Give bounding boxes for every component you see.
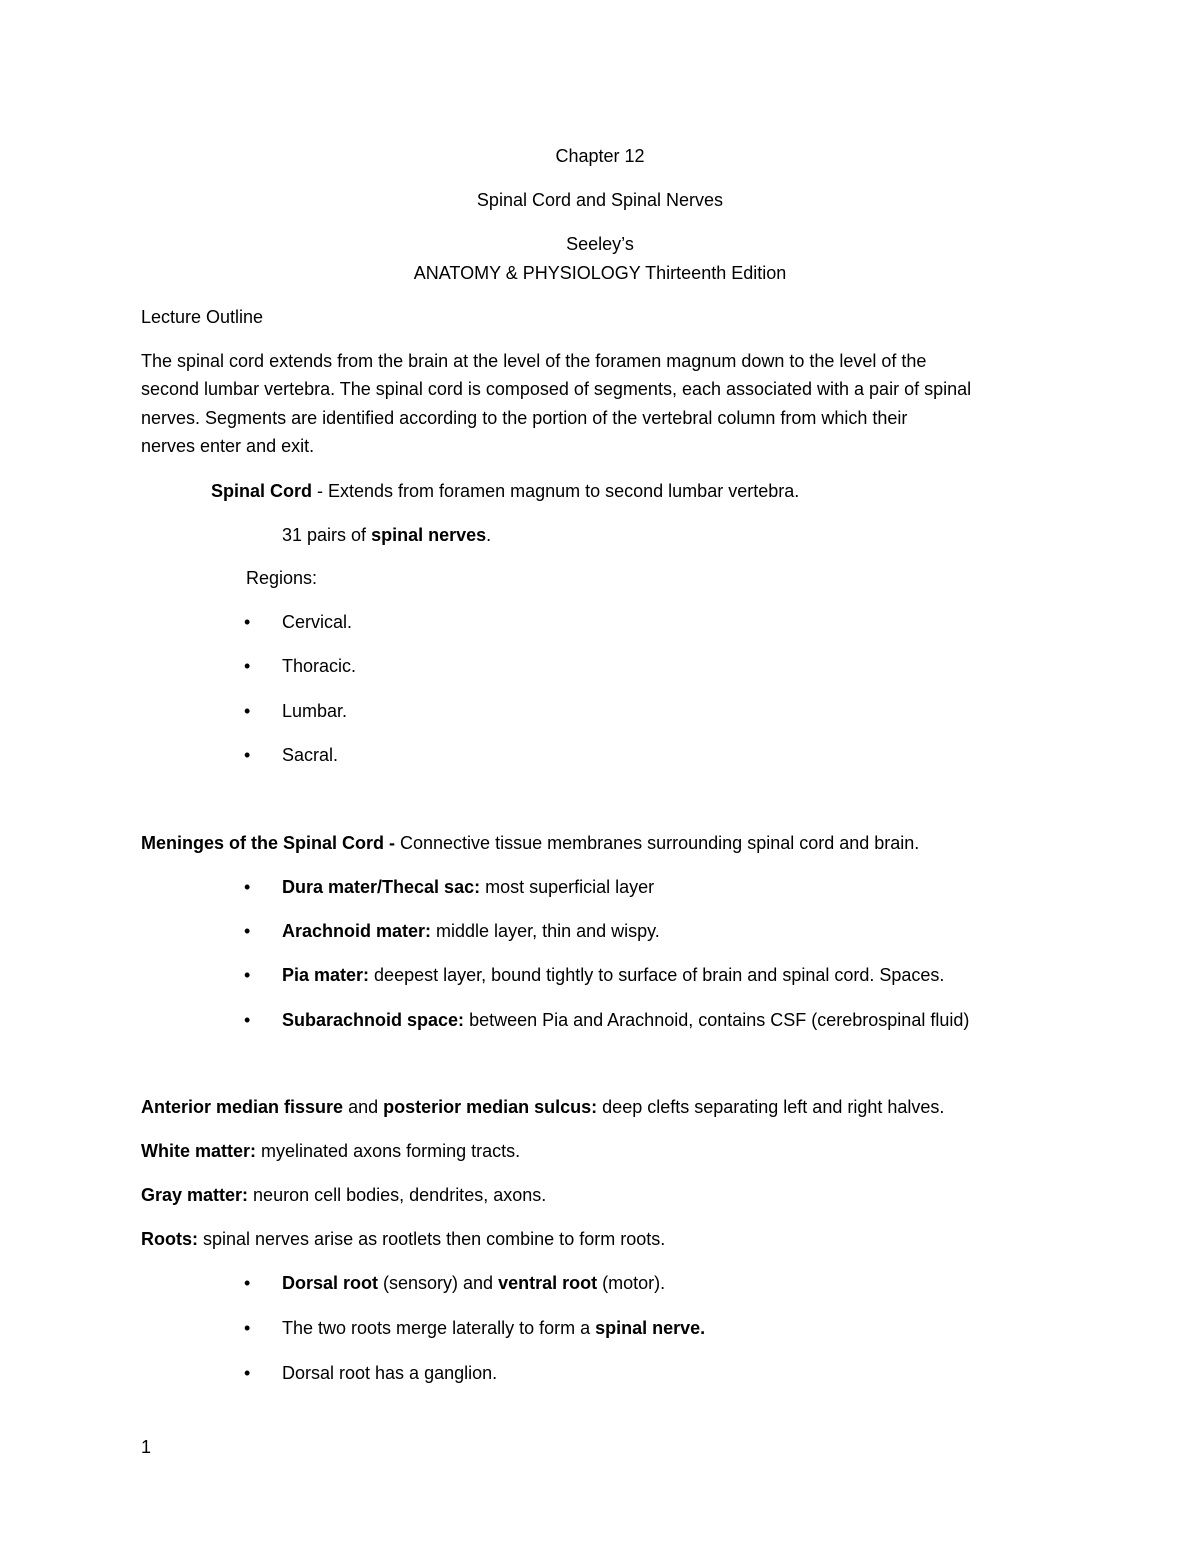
bullet-icon: • bbox=[244, 921, 251, 941]
region-item: Sacral. bbox=[282, 745, 339, 765]
fissure-desc: deep clefts separating left and right halves. bbox=[597, 1097, 945, 1117]
bullet-icon: • bbox=[244, 1010, 251, 1030]
pairs-term: spinal nerves bbox=[371, 525, 487, 545]
roots-item bbox=[282, 1317, 705, 1339]
meninges-item bbox=[282, 964, 944, 986]
roots-item bbox=[282, 1272, 665, 1294]
dorsal-root-term: Dorsal root bbox=[282, 1273, 379, 1293]
meninges-item-desc: between Pia and Arachnoid, contains CSF (cerebrospinal fluid) bbox=[464, 1010, 970, 1030]
meninges-item-desc: most superficial layer bbox=[480, 877, 655, 897]
meninges-item bbox=[282, 1009, 969, 1031]
spinal-nerve-term: spinal nerve bbox=[595, 1318, 701, 1338]
intro-line: nerves. Segments are identified according to the portion of the vertebral column from which their bbox=[141, 407, 908, 428]
spinal-cord-term: Spinal Cord bbox=[211, 481, 313, 501]
roots-desc: spinal nerves arise as rootlets then combine to form roots. bbox=[198, 1229, 666, 1249]
region-item: Lumbar. bbox=[282, 701, 348, 721]
intro-paragraph bbox=[141, 347, 1061, 460]
roots-item-mid: (sensory) and bbox=[378, 1273, 499, 1293]
region-item: Cervical. bbox=[282, 612, 353, 632]
meninges-item bbox=[282, 920, 660, 942]
bullet-icon: • bbox=[244, 965, 251, 985]
meninges-item-term: Dura mater/Thecal sac: bbox=[282, 877, 481, 897]
bullet-icon: • bbox=[244, 1318, 251, 1338]
fissure-line bbox=[141, 1096, 944, 1118]
pairs-prefix: 31 pairs of bbox=[282, 525, 372, 545]
ventral-root-term: ventral root bbox=[498, 1273, 598, 1293]
gray-matter-desc: neuron cell bodies, dendrites, axons. bbox=[248, 1185, 547, 1205]
spinal-nerves-pairs bbox=[282, 524, 491, 546]
intro-line: second lumbar vertebra. The spinal cord is composed of segments, each associated with a pair of spinal bbox=[141, 379, 972, 400]
spinal-cord-heading bbox=[211, 480, 799, 502]
meninges-item bbox=[282, 876, 654, 898]
roots-line bbox=[141, 1228, 665, 1250]
roots-item-suffix: . bbox=[700, 1318, 706, 1338]
meninges-item-term: Subarachnoid space: bbox=[282, 1010, 465, 1030]
chapter-label: Chapter 12 bbox=[555, 146, 645, 166]
book-title: ANATOMY & PHYSIOLOGY Thirteenth Edition bbox=[413, 263, 787, 283]
roots-item: Dorsal root has a ganglion. bbox=[282, 1363, 498, 1383]
intro-line: nerves enter and exit. bbox=[141, 435, 315, 456]
intro-line: The spinal cord extends from the brain at the level of the foramen magnum down to the level of the bbox=[141, 351, 927, 371]
meninges-item-desc: deepest layer, bound tightly to surface of brain and spinal cord. Spaces. bbox=[369, 965, 945, 985]
meninges-item-term: Pia mater: bbox=[282, 965, 370, 985]
fissure-mid: and bbox=[343, 1097, 384, 1117]
bullet-icon: • bbox=[244, 701, 251, 721]
author-label: Seeley’s bbox=[566, 234, 634, 254]
meninges-desc: Connective tissue membranes surrounding spinal cord and brain. bbox=[395, 833, 920, 853]
bullet-icon: • bbox=[244, 1363, 251, 1383]
page-number: 1 bbox=[141, 1437, 152, 1457]
bullet-icon: • bbox=[244, 612, 251, 632]
roots-term: Roots: bbox=[141, 1229, 198, 1249]
pairs-suffix: . bbox=[486, 525, 492, 545]
spinal-cord-desc: - Extends from foramen magnum to second lumbar vertebra. bbox=[312, 481, 800, 501]
fissure-term: Anterior median fissure bbox=[141, 1097, 344, 1117]
bullet-icon: • bbox=[244, 656, 251, 676]
region-item: Thoracic. bbox=[282, 656, 357, 676]
outline-label: Lecture Outline bbox=[141, 307, 264, 327]
meninges-term: Meninges of the Spinal Cord - bbox=[141, 833, 396, 853]
chapter-title: Spinal Cord and Spinal Nerves bbox=[476, 190, 724, 210]
meninges-item-term: Arachnoid mater: bbox=[282, 921, 432, 941]
bullet-icon: • bbox=[244, 745, 251, 765]
sulcus-term: posterior median sulcus: bbox=[383, 1097, 598, 1117]
gray-matter-term: Gray matter: bbox=[141, 1185, 249, 1205]
white-matter-term: White matter: bbox=[141, 1141, 257, 1161]
roots-item-suffix: (motor). bbox=[597, 1273, 666, 1293]
roots-item-prefix: The two roots merge laterally to form a bbox=[282, 1318, 596, 1338]
white-matter-line bbox=[141, 1140, 520, 1162]
white-matter-desc: myelinated axons forming tracts. bbox=[256, 1141, 521, 1161]
bullet-icon: • bbox=[244, 1273, 251, 1293]
bullet-icon: • bbox=[244, 877, 251, 897]
meninges-heading bbox=[141, 832, 919, 854]
meninges-item-desc: middle layer, thin and wispy. bbox=[431, 921, 660, 941]
regions-label: Regions: bbox=[246, 568, 318, 588]
gray-matter-line bbox=[141, 1184, 546, 1206]
